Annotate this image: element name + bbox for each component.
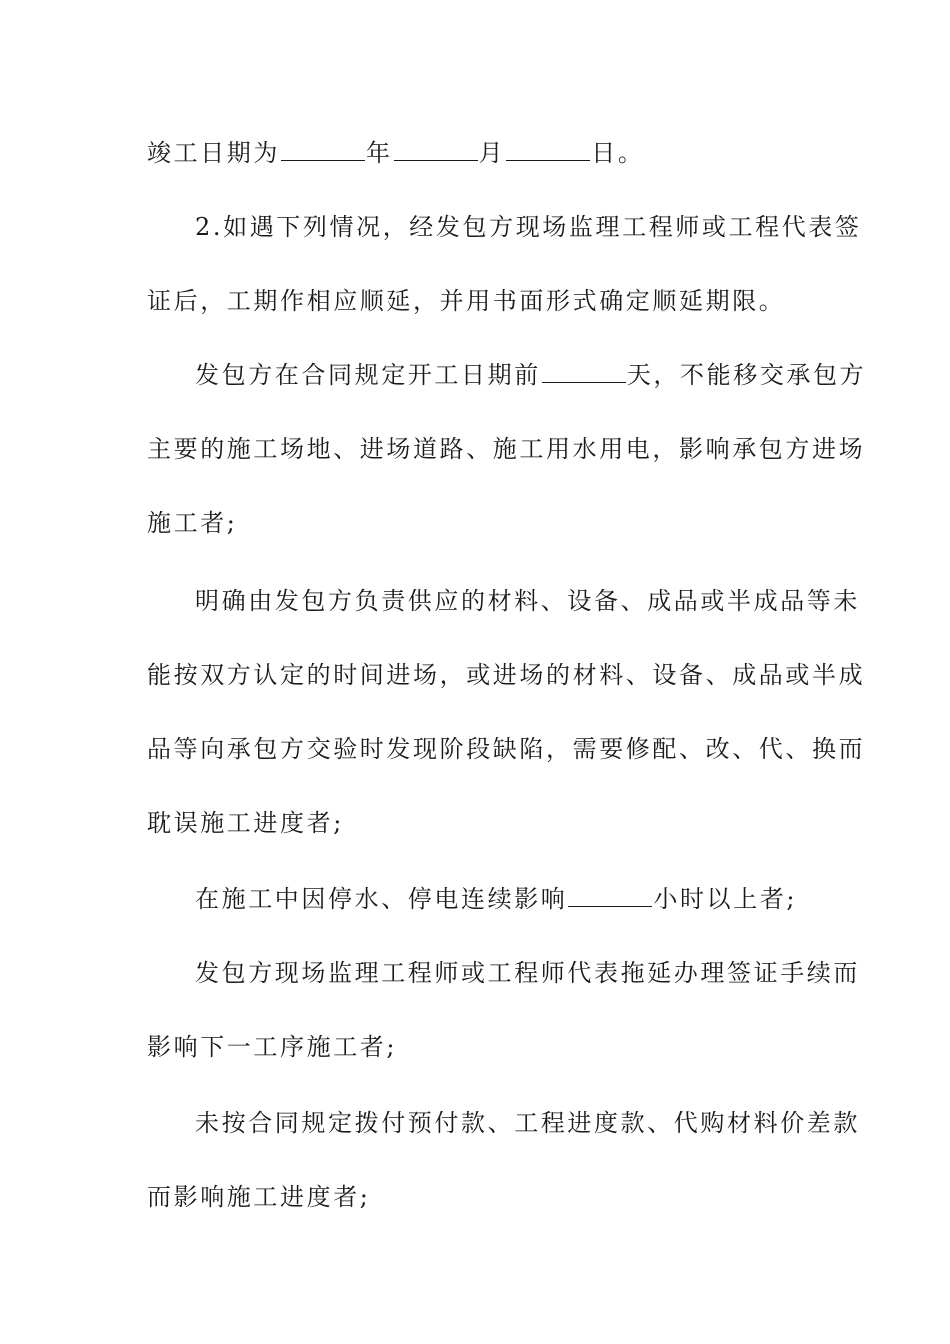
paragraph-line: 未按合同规定拨付预付款、工程进度款、代购材料价差款 (195, 1109, 860, 1137)
paragraph-line: 影响下一工序施工者; (147, 1033, 398, 1061)
paragraph-line: 能按双方认定的时间进场，或进场的材料、设备、成品或半成 (147, 661, 866, 689)
hours-blank (568, 886, 652, 907)
handover-days-line: 发包方在合同规定开工日期前 天，不能移交承包方 (195, 361, 867, 389)
paragraph-line: 耽误施工进度者; (147, 809, 344, 837)
paragraph-line: 发包方现场监理工程师或工程师代表拖延办理签证手续而 (195, 959, 860, 987)
paragraph-line: 2.如遇下列情况，经发包方现场监理工程师或工程代表签 (195, 213, 862, 241)
paragraph-line: 品等向承包方交验时发现阶段缺陷，需要修配、改、代、换而 (147, 735, 866, 763)
paragraph-line: 主要的施工场地、进场道路、施工用水用电，影响承包方进场 (147, 435, 866, 463)
paragraph-line: 施工者; (147, 509, 238, 537)
year-blank (281, 140, 365, 161)
day-blank (506, 140, 590, 161)
days-blank (542, 362, 626, 383)
outage-hours-line: 在施工中因停水、停电连续影响 小时以上者; (195, 885, 798, 913)
paragraph-line: 明确由发包方负责供应的材料、设备、成品或半成品等未 (195, 587, 860, 615)
paragraph-line: 证后，工期作相应顺延，并用书面形式确定顺延期限。 (147, 287, 786, 315)
month-blank (394, 140, 478, 161)
paragraph-line: 而影响施工进度者; (147, 1183, 371, 1211)
completion-date-line: 竣工日期为 年 月 日。 (147, 139, 645, 167)
